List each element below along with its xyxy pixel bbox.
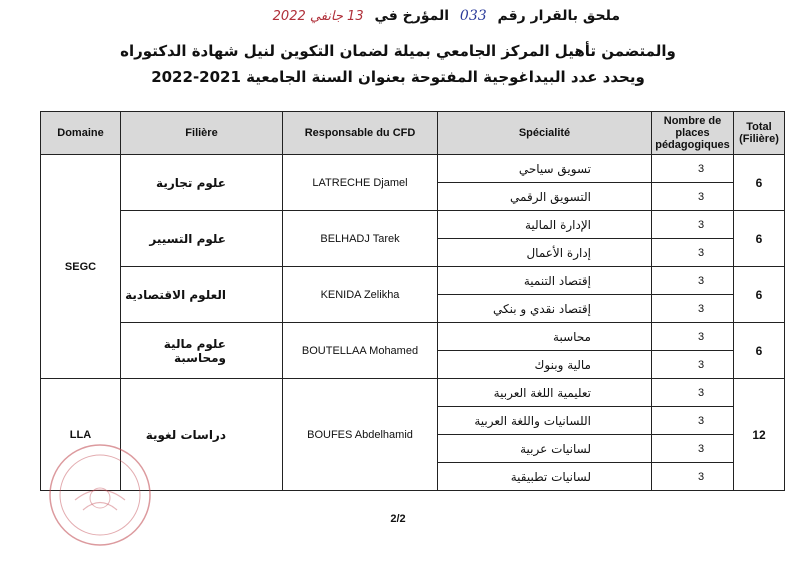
total-cell: 12 — [734, 379, 785, 491]
header-specialite: Spécialité — [438, 112, 652, 155]
responsable-cell: BOUTELLAA Mohamed — [283, 323, 438, 379]
annex-date-label: المؤرخ في — [374, 8, 450, 24]
table-row — [41, 323, 785, 351]
decision-number: 033 — [459, 8, 487, 24]
domain-cell: LLA — [41, 379, 121, 491]
places-cell: 3 — [652, 435, 734, 463]
header-filiere: Filière — [121, 112, 283, 155]
table-row — [41, 379, 785, 407]
filiere-cell: علوم مالية ومحاسبة — [121, 323, 283, 379]
places-cell: 3 — [652, 155, 734, 183]
specialite-cell: إقتصاد نقدي و بنكي — [438, 295, 652, 323]
places-cell: 3 — [652, 211, 734, 239]
places-cell: 3 — [652, 239, 734, 267]
specialite-cell: محاسبة — [438, 323, 652, 351]
table-row — [41, 155, 785, 183]
annex-title-line1 — [60, 8, 620, 24]
responsable-cell: LATRECHE Djamel — [283, 155, 438, 211]
specialite-cell: إقتصاد التنمية — [438, 267, 652, 295]
table-row — [41, 211, 785, 239]
places-cell: 3 — [652, 407, 734, 435]
specialite-cell: تسويق سياحي — [438, 155, 652, 183]
header-total: Total (Filière) — [734, 112, 785, 155]
responsable-cell: KENIDA Zelikha — [283, 267, 438, 323]
page-number: 2/2 — [390, 513, 406, 525]
specialite-cell: تعليمية اللغة العربية — [438, 379, 652, 407]
places-cell: 3 — [652, 323, 734, 351]
header-domaine: Domaine — [41, 112, 121, 155]
filiere-cell: علوم تجارية — [121, 155, 283, 211]
domain-cell: SEGC — [41, 155, 121, 379]
places-cell: 3 — [652, 267, 734, 295]
total-cell: 6 — [734, 155, 785, 211]
header-places: Nombre de places pédagogiques — [652, 112, 734, 155]
header-responsable: Responsable du CFD — [283, 112, 438, 155]
specialite-cell: الإدارة المالية — [438, 211, 652, 239]
places-cell: 3 — [652, 379, 734, 407]
training-offer-table — [40, 111, 785, 491]
annex-prefix: ملحق بالقرار رقم — [497, 8, 620, 24]
responsable-cell: BOUFES Abdelhamid — [283, 379, 438, 491]
specialite-cell: إدارة الأعمال — [438, 239, 652, 267]
responsable-cell: BELHADJ Tarek — [283, 211, 438, 267]
places-cell: 3 — [652, 463, 734, 491]
decision-date: 13 جانفي 2022 — [272, 9, 364, 24]
total-cell: 6 — [734, 267, 785, 323]
places-cell: 3 — [652, 295, 734, 323]
table-header-row — [41, 112, 785, 155]
specialite-cell: التسويق الرقمي — [438, 183, 652, 211]
official-stamp-icon — [45, 440, 155, 550]
filiere-cell: دراسات لغوية — [121, 379, 283, 491]
filiere-cell: علوم التسيير — [121, 211, 283, 267]
specialite-cell: لسانيات عربية — [438, 435, 652, 463]
annex-title-line3: ويحدد عدد البيداغوجية المفتوحة بعنوان السنة الجامعية 2021-2022 — [151, 68, 645, 86]
specialite-cell: اللسانيات واللغة العربية — [438, 407, 652, 435]
table-row — [41, 267, 785, 295]
annex-title-line2: والمتضمن تأهيل المركز الجامعي بميلة لضمان التكوين لنيل شهادة الدكتوراه — [120, 42, 676, 60]
total-cell: 6 — [734, 211, 785, 267]
places-cell: 3 — [652, 351, 734, 379]
total-cell: 6 — [734, 323, 785, 379]
specialite-cell: لسانيات تطبيقية — [438, 463, 652, 491]
filiere-cell: العلوم الاقتصادية — [121, 267, 283, 323]
places-cell: 3 — [652, 183, 734, 211]
specialite-cell: مالية وبنوك — [438, 351, 652, 379]
